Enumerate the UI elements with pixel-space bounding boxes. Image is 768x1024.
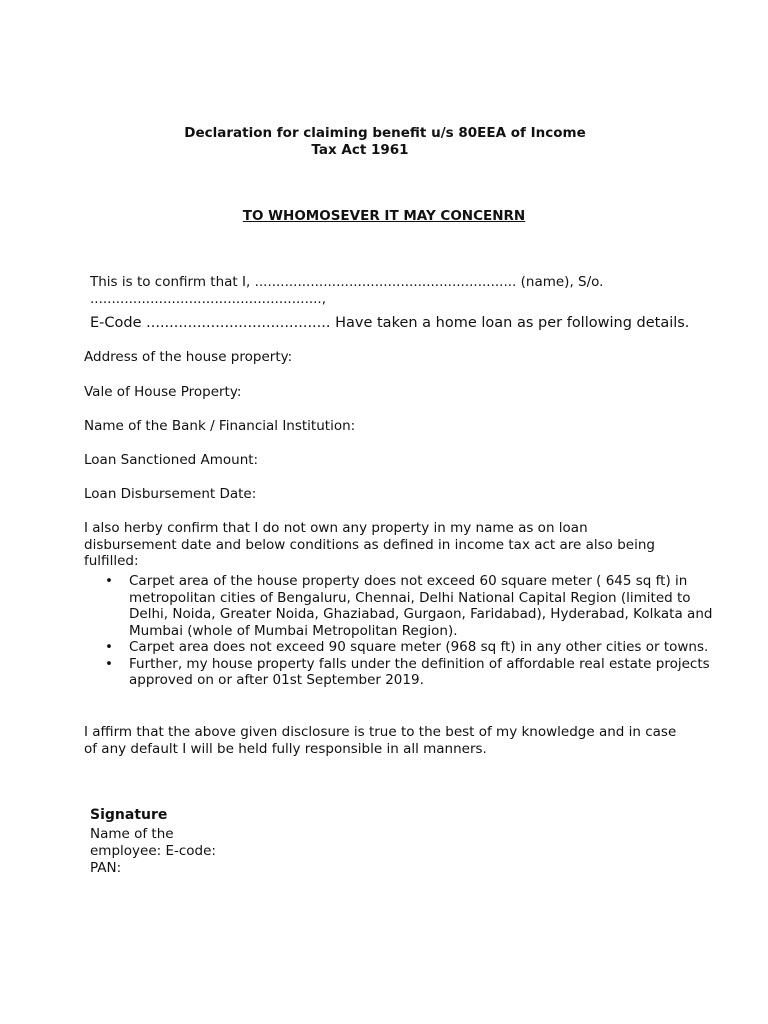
bullet-icon: •: [105, 639, 113, 655]
confirmation-paragraph: I also herby confirm that I do not own any property in my name as on loan disbursement date and below conditions as defined in income tax act are also being fulfilled:: [84, 520, 655, 569]
concern-heading: TO WHOMOSEVER IT MAY CONCENRN: [242, 208, 526, 224]
signature-block: [90, 826, 230, 877]
field-disbursement-date: Loan Disbursement Date:: [84, 486, 257, 502]
list-item-text: Further, my house property falls under the definition of affordable real estate projects approved on or after 01st September 2019.: [129, 655, 710, 688]
list-item: [105, 573, 729, 639]
field-bank: Name of the Bank / Financial Institution:: [84, 418, 356, 434]
list-item: [105, 639, 729, 656]
conditions-list: [84, 573, 729, 689]
title-line-1: Declaration for claiming benefit u/s 80EEA of Income: [184, 125, 586, 141]
field-loan-amount: Loan Sanctioned Amount:: [84, 452, 259, 468]
affirmation-paragraph: I affirm that the above given disclosure is true to the best of my knowledge and in case of any default I will be held fully responsible in all manners.: [84, 724, 677, 757]
list-item: [105, 655, 729, 689]
bullet-icon: •: [105, 573, 113, 589]
confirm-line-2: ......................................................,: [90, 291, 327, 307]
confirm-line-1: This is to confirm that I, ............................................................. (name), S/o.: [90, 274, 604, 290]
signature-employee-line: employee: E-code:: [90, 843, 216, 859]
signature-pan-line: PAN:: [90, 860, 122, 876]
title-line-2: Tax Act 1961: [311, 142, 409, 158]
ecode-line: E-Code ........................................ Have taken a home loan as per following details.: [90, 315, 690, 331]
field-value: Vale of House Property:: [84, 384, 242, 400]
document-title: [0, 125, 768, 159]
list-item-text: Carpet area does not exceed 90 square meter (968 sq ft) in any other cities or towns.: [129, 639, 709, 655]
list-item-text: Carpet area of the house property does not exceed 60 square meter ( 645 sq ft) in metropolitan cities of Bengaluru, Chennai, Delhi National Capital Region (limited to Delhi, Noida, Greater Noida, Ghaziabad, Gurgaon, Faridabad), Hyderabad, Kolkata and Mumbai (whole of Mumbai Metropolitan Region).: [129, 573, 713, 639]
field-address: Address of the house property:: [84, 349, 293, 365]
bullet-icon: •: [105, 655, 113, 672]
signature-name-line: Name of the: [90, 826, 174, 842]
signature-heading: Signature: [90, 807, 168, 823]
